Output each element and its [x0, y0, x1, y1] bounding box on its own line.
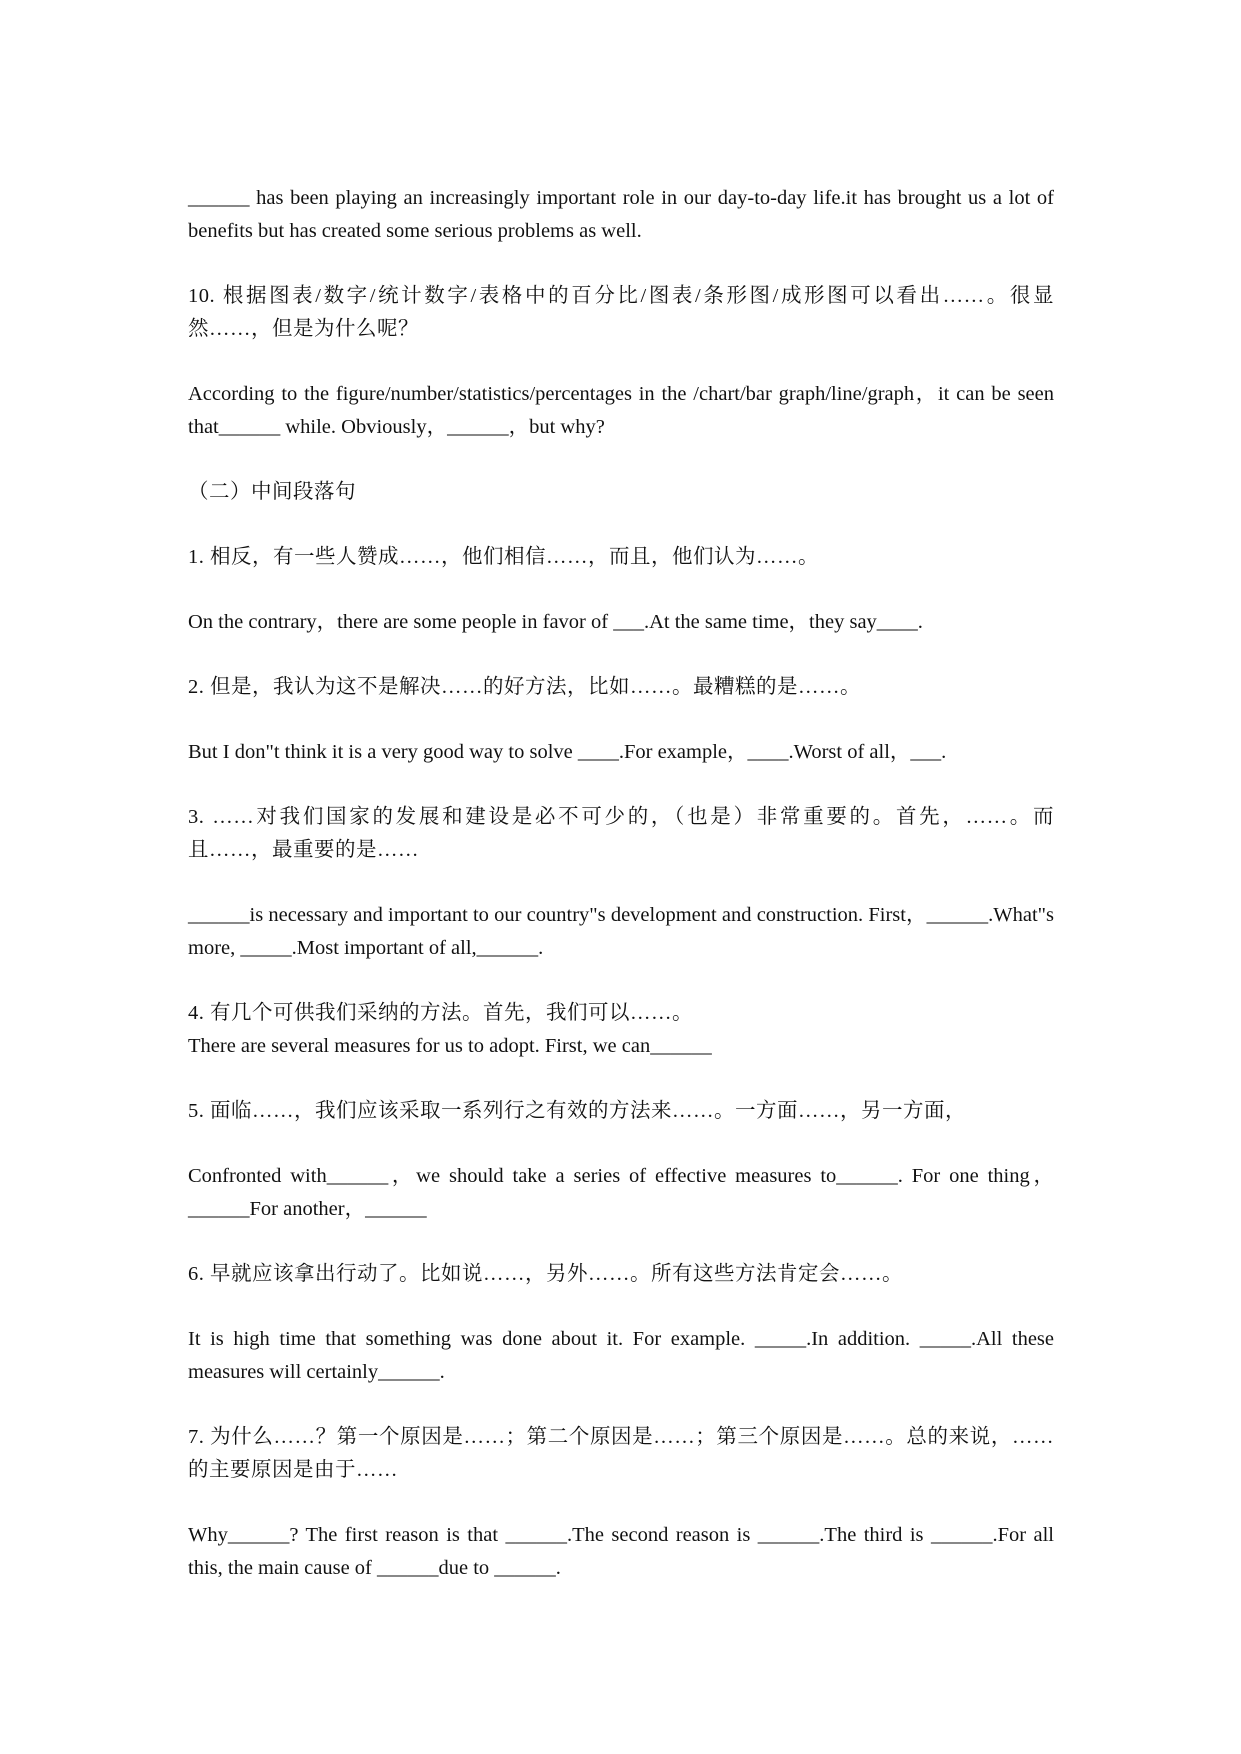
item4-english-template: There are several measures for us to adopt. First, we can______	[188, 1035, 712, 1057]
item6-chinese-prompt: 6. 早就应该拿出行动了。比如说……，另外……。所有这些方法肯定会……。	[188, 1263, 903, 1285]
item1-english-template: On the contrary，there are some people in favor of ___.At the same time，they say____.	[188, 611, 923, 633]
item7-english-template: Why______? The first reason is that ______.The second reason is ______.The third is ______.For all this, the main cause of ______due to ______.	[188, 1524, 1054, 1579]
item5-english-template: Confronted with______，we should take a series of effective measures to______. For one thing，______For another，______	[188, 1165, 1054, 1220]
item6-english-template: It is high time that something was done about it. For example. _____.In addition. _____.All these measures will certainly______.	[188, 1328, 1054, 1383]
document-page	[188, 182, 1054, 1585]
intro-english-paragraph: ______ has been playing an increasingly important role in our day-to-day life.it has brought us a lot of benefits but has created some serious problems as well.	[188, 187, 1054, 242]
item7-chinese-prompt: 7. 为什么……？第一个原因是……；第二个原因是……；第三个原因是……。总的来说，……的主要原因是由于……	[188, 1426, 1054, 1481]
item5-chinese-prompt: 5. 面临……，我们应该采取一系列行之有效的方法来……。一方面……，另一方面，	[188, 1100, 966, 1122]
item4-chinese-prompt: 4. 有几个可供我们采纳的方法。首先，我们可以……。	[188, 1002, 693, 1024]
item3-english-template: ______is necessary and important to our country"s development and construction. First，______.What"s more, _____.Most important of all,______.	[188, 904, 1054, 959]
section-heading: （二）中间段落句	[188, 481, 356, 503]
item2-chinese-prompt: 2. 但是，我认为这不是解决……的好方法，比如……。最糟糕的是……。	[188, 676, 861, 698]
item10-english-template: According to the figure/number/statistics/percentages in the /chart/bar graph/line/graph，it can be seen that______ while. Obviously，______，but why?	[188, 383, 1054, 438]
item10-chinese-prompt: 10. 根据图表/数字/统计数字/表格中的百分比/图表/条形图/成形图可以看出……。很显然……，但是为什么呢？	[188, 285, 1054, 340]
item2-english-template: But I don"t think it is a very good way to solve ____.For example，____.Worst of all，___.	[188, 741, 947, 763]
item1-chinese-prompt: 1. 相反，有一些人赞成……，他们相信……，而且，他们认为……。	[188, 546, 819, 568]
item3-chinese-prompt: 3. ……对我们国家的发展和建设是必不可少的，（也是）非常重要的。首先，……。而且……，最重要的是……	[188, 806, 1054, 861]
